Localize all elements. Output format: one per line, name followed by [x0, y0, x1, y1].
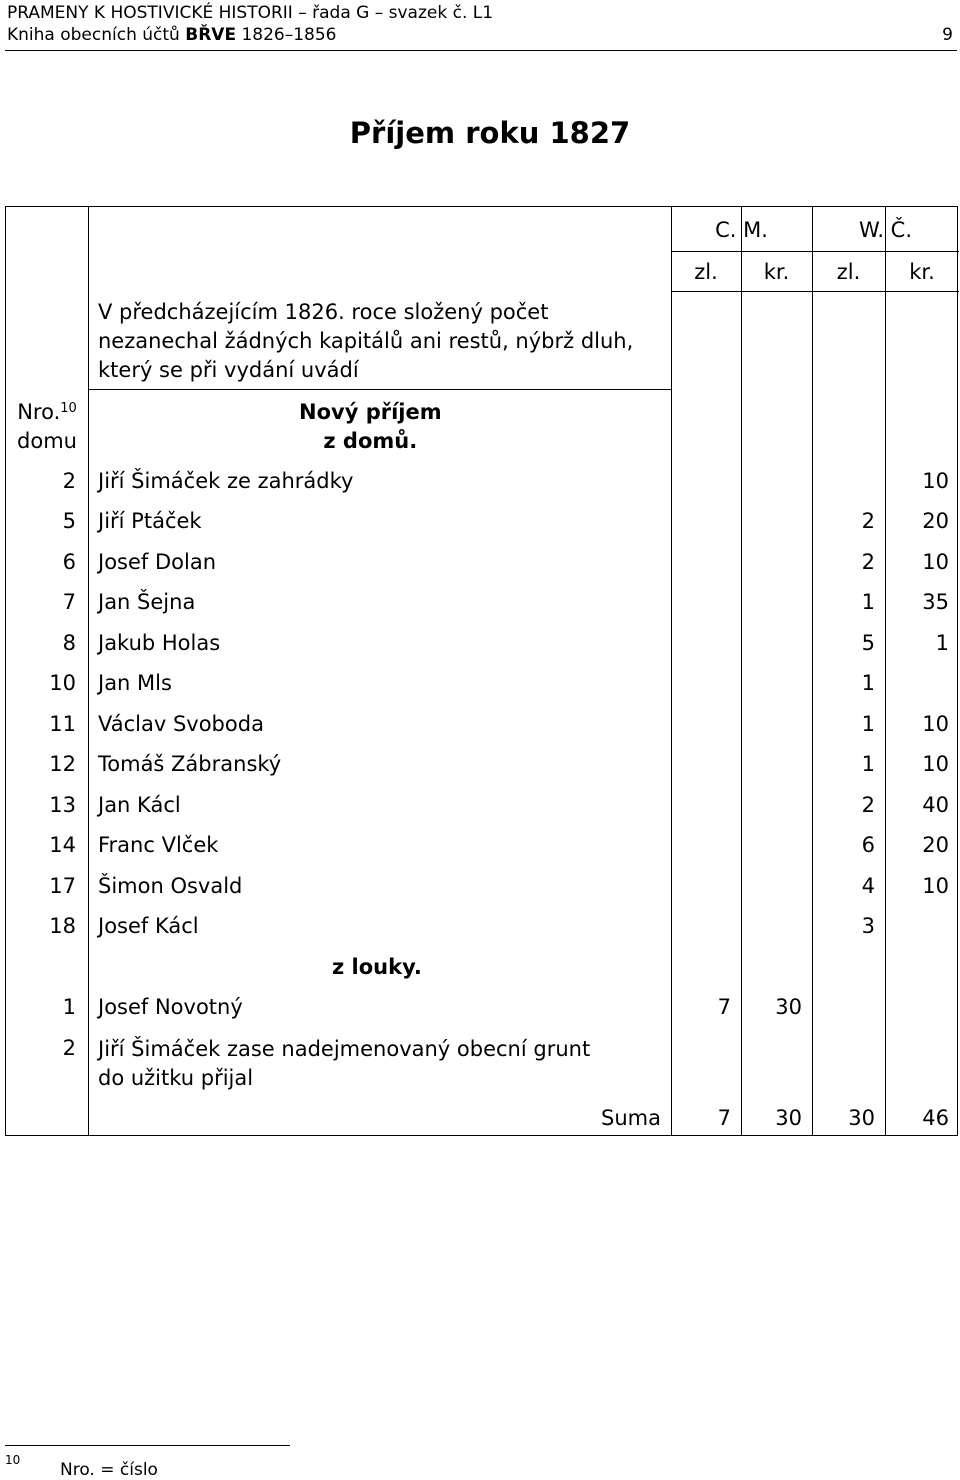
page-title: Příjem roku 1827 [349, 116, 631, 150]
intro-divider [88, 389, 671, 390]
footnote [5, 1453, 158, 1480]
column-divider [88, 207, 89, 1135]
section-heading-meadow: z louky. [332, 955, 422, 979]
ledger-table [5, 206, 958, 1136]
amount-zl: 2 [861, 509, 875, 533]
kr-header: kr. [909, 260, 935, 284]
payer-name [98, 1035, 590, 1093]
amount-kr: 35 [922, 590, 949, 614]
payer-name: Tomáš Zábranský [98, 752, 282, 776]
amount-zl: 4 [861, 874, 875, 898]
section-heading-line: z domů. [323, 429, 418, 453]
amount-zl: 6 [861, 833, 875, 857]
section-heading-houses [299, 398, 442, 456]
sum-wc-kr: 46 [922, 1106, 949, 1130]
footnote-rule [5, 1445, 290, 1446]
house-number: 1 [62, 995, 76, 1019]
house-number-label [6, 398, 88, 456]
intro-text [98, 298, 633, 385]
series-title: PRAMENY K HOSTIVICKÉ HISTORII – řada G – svazek č. L1 [7, 3, 494, 23]
payer-name: Jan Mls [98, 671, 172, 695]
currency-cm-header: C. M. [715, 218, 768, 242]
book-title-suffix: 1826–1856 [236, 25, 337, 45]
amount-zl: 1 [861, 590, 875, 614]
intro-line: který se při vydání uvádí [98, 358, 359, 382]
amount-kr: 10 [922, 712, 949, 736]
amount-kr: 1 [935, 631, 949, 655]
house-number: 2 [62, 1036, 76, 1060]
payer-name: Václav Svoboda [98, 712, 264, 736]
kr-header: kr. [763, 260, 790, 284]
book-title [7, 24, 957, 46]
house-number-label-sub: domu [17, 429, 77, 453]
payer-name: Josef Novotný [98, 995, 243, 1019]
footnote-text: Nro. = číslo [60, 1460, 158, 1480]
payer-name: Jan Šejna [98, 590, 196, 614]
page-number: 9 [942, 25, 953, 45]
header-rule [5, 50, 957, 51]
header-divider [671, 291, 959, 292]
amount-kr: 20 [922, 833, 949, 857]
running-header [7, 2, 957, 46]
payer-name: Jan Kácl [98, 793, 181, 817]
amount-kr: 10 [922, 752, 949, 776]
house-number: 2 [62, 469, 76, 493]
amount-kr: 20 [922, 509, 949, 533]
amount-zl: 2 [861, 793, 875, 817]
amount-zl: 1 [861, 752, 875, 776]
house-number: 7 [62, 590, 76, 614]
sum-wc-zl: 30 [848, 1106, 875, 1130]
house-number: 14 [49, 833, 76, 857]
house-number: 8 [62, 631, 76, 655]
house-number: 6 [62, 550, 76, 574]
payer-name: Jiří Ptáček [98, 509, 202, 533]
amount-kr: 10 [922, 469, 949, 493]
amount-cm-zl: 7 [717, 995, 731, 1019]
payer-name: Franc Vlček [98, 833, 219, 857]
payer-name: Jakub Holas [98, 631, 221, 655]
house-number: 17 [49, 874, 76, 898]
footnote-mark: 10 [5, 1453, 21, 1467]
house-number-label-main: Nro.$^{10}$ [17, 400, 77, 424]
house-number: 18 [49, 914, 76, 938]
book-title-bold: BŘVE [185, 25, 237, 45]
payer-name: Šimon Osvald [98, 874, 243, 898]
intro-line: nezanechal žádných kapitálů ani restů, nýbrž dluh, [98, 329, 634, 353]
payer-name: Jiří Šimáček ze zahrádky [98, 469, 354, 493]
sum-label: Suma [601, 1106, 661, 1130]
amount-zl: 3 [861, 914, 875, 938]
amount-kr: 40 [922, 793, 949, 817]
amount-kr: 10 [922, 874, 949, 898]
amount-kr: 10 [922, 550, 949, 574]
section-heading-line: Nový příjem [299, 400, 442, 424]
amount-cm-kr: 30 [775, 995, 802, 1019]
intro-line: V předcházejícím 1826. roce složený počet [98, 300, 549, 324]
footnote-reference: 10 [60, 401, 77, 416]
amount-zl: 2 [861, 550, 875, 574]
zl-header: zl. [694, 260, 718, 284]
amount-zl: 5 [861, 631, 875, 655]
house-number: 5 [62, 509, 76, 533]
amount-zl: 1 [861, 671, 875, 695]
payer-name: Josef Kácl [98, 914, 199, 938]
house-number: 12 [49, 752, 76, 776]
payer-name-line: Jiří Šimáček zase nadejmenovaný obecní grunt [98, 1037, 591, 1061]
house-number: 13 [49, 793, 76, 817]
house-number: 10 [49, 671, 76, 695]
zl-header: zl. [836, 260, 861, 284]
column-divider [885, 207, 886, 1135]
payer-name: Josef Dolan [98, 550, 217, 574]
sum-cm-kr: 30 [775, 1106, 802, 1130]
book-title-prefix: Kniha obecních účtů [7, 25, 186, 45]
house-number: 11 [49, 712, 76, 736]
sum-cm-zl: 7 [717, 1106, 731, 1130]
amount-zl: 1 [861, 712, 875, 736]
currency-wc-header: W. Č. [858, 218, 913, 242]
payer-name-line: do užitku přijal [98, 1066, 254, 1090]
header-divider [671, 251, 959, 252]
